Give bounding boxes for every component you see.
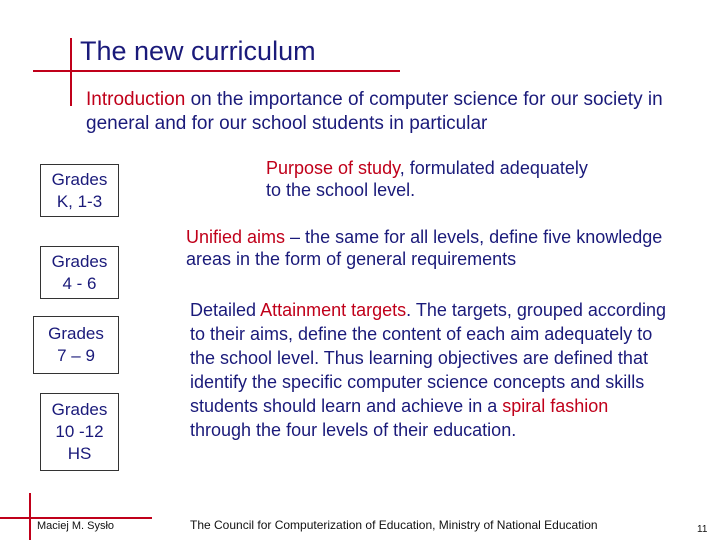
grade-range: K, 1-3	[56, 191, 103, 211]
grade-label: Grades	[48, 324, 104, 343]
targets-highlight: Attainment targets	[260, 300, 407, 320]
purpose-text	[266, 157, 596, 201]
footer-author: Maciej M. Sysło	[37, 520, 115, 532]
slide-title: The new curriculum	[80, 36, 316, 66]
purpose-highlight: Purpose of study	[266, 158, 400, 178]
grade-box-7-9	[33, 316, 119, 374]
grade-label: Grades	[51, 169, 108, 189]
targets-post: through the four levels of their education.	[190, 420, 517, 440]
targets-pre: Detailed	[190, 300, 261, 320]
title-horizontal-rule	[33, 70, 400, 72]
grade-range: 10 -12	[55, 422, 104, 441]
grade-label: Grades	[51, 400, 108, 419]
targets-mid: . The targets, grouped according to their aims, define the content of each aim adequately to the school level. Thus learning objectives are defined that identify the specific computer science concepts and skills students should learn and achieve in a	[190, 300, 666, 416]
grade-box-k-3	[40, 164, 119, 217]
aims-rest: – the same for all levels, define five knowledge areas in the form of general requirements	[186, 227, 663, 269]
intro-text	[86, 88, 686, 136]
grade-range: 7 – 9	[57, 346, 95, 365]
intro-rest: on the importance of computer science for our society in general and for our school students in particular	[86, 89, 663, 134]
targets-text	[190, 298, 670, 442]
grade-suffix: HS	[67, 444, 92, 463]
title-vertical-rule	[70, 38, 72, 106]
purpose-rest: , formulated adequately to the school level.	[266, 158, 588, 200]
footer-council: The Council for Computerization of Education, Ministry of National Education	[190, 518, 598, 532]
intro-highlight: Introduction	[86, 89, 186, 110]
footer-horizontal-rule	[0, 517, 152, 519]
grade-box-10-12	[40, 393, 119, 471]
aims-text	[186, 226, 676, 270]
aims-highlight: Unified aims	[186, 227, 286, 247]
grade-box-4-6	[40, 246, 119, 299]
footer-vertical-rule	[29, 493, 31, 540]
grade-range: 4 - 6	[62, 273, 97, 293]
grade-label: Grades	[51, 251, 108, 271]
targets-highlight-spiral: spiral fashion	[502, 396, 609, 416]
page-number: 11	[697, 524, 708, 535]
